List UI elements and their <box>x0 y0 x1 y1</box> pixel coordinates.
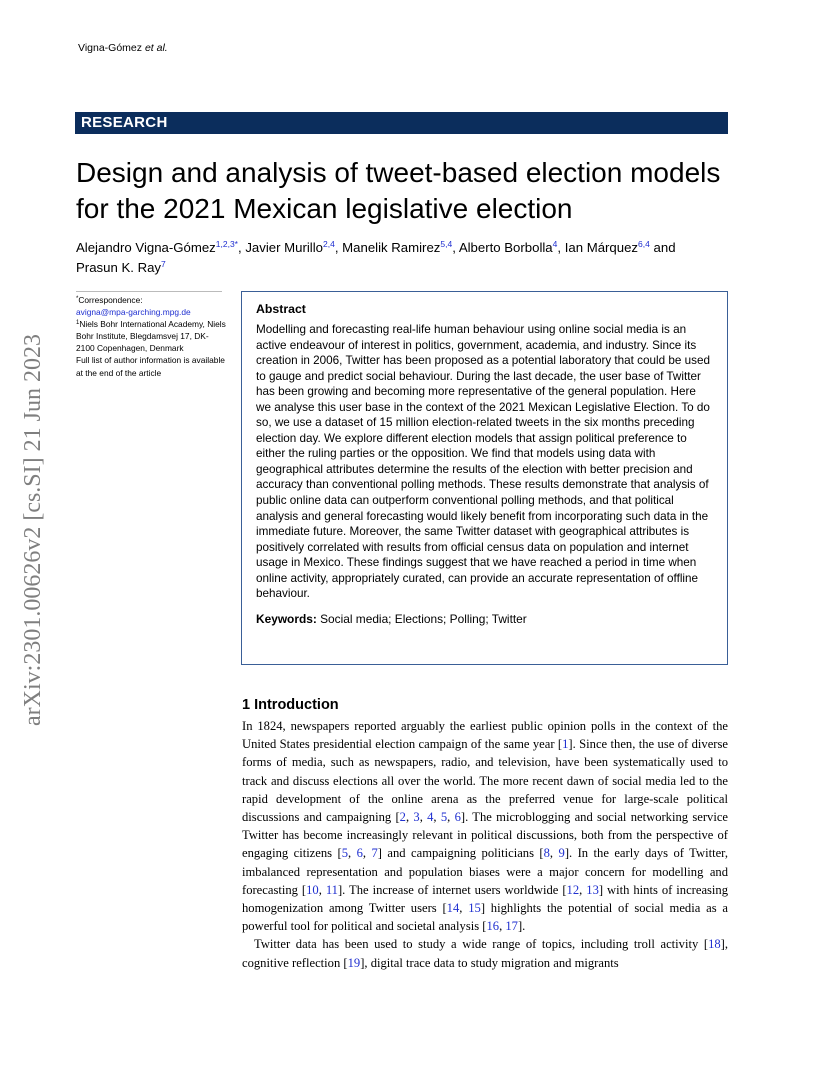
author-separator: , <box>334 240 343 255</box>
running-head-authors: Vigna-Gómez <box>78 42 143 54</box>
correspondence <box>76 294 226 306</box>
sidenote-divider <box>76 291 222 292</box>
abstract-text: Modelling and forecasting real-life human behaviour using online social media is an active endeavour of interest in politics, government, academia, and industry. Since its creation in 2006, Twitter has been proposed as a potential laboratory that could be used to gauge and predict social behaviour. During the last decade, the user base of Twitter has been growing and becoming more representative of the general population. Here we analyse this user base in the context of the 2021 Mexican Legislative Election. To do so, we use a dataset of 15 million election-related tweets in the six months preceding election day. We explore different election models that assign political preference to either the ruling parties or the opposition. We find that models using data with geographical attributes determine the results of the election with better precision and accuracy than conventional polling methods. These results demonstrate that analysis of public online data can outperform conventional polling methods, and that political analysis and general forecasting would likely benefit from incorporating such data in the immediate future. Moreover, the same Twitter dataset with geographical attributes is positively correlated with results from official census data on population and internet usage in Mexico. These findings suggest that we have reached a period in time when online activity, appropriately curated, can provide an accurate representation of offline behaviour. <box>256 323 710 601</box>
body-text-run: , <box>362 846 372 861</box>
aff-mark: 1 <box>76 320 80 327</box>
body-text-run: , <box>348 846 357 861</box>
body-text-run: , <box>318 882 326 897</box>
body-text-run: ], digital trace data to study migration and migrants <box>360 955 619 970</box>
citation-link[interactable]: 9 <box>558 846 565 861</box>
body-text-run: , <box>499 919 506 934</box>
affiliation <box>76 318 226 354</box>
body-text-run: , <box>549 846 559 861</box>
body-text-run: , <box>579 882 587 897</box>
corr-mark: * <box>76 296 79 302</box>
author-affiliation-link[interactable]: 4 <box>552 239 558 249</box>
body-text-run: Twitter data has been used to study a wide range of topics, including troll activity [ <box>254 937 709 952</box>
citation-link[interactable]: 3 <box>413 810 420 825</box>
author-name: Javier Murillo <box>245 240 324 255</box>
citation-link[interactable]: 17 <box>505 919 518 934</box>
affiliation-text: Niels Bohr International Academy, Niels Bohr Institute, Blegdamsvej 17, DK-2100 Copenhagen, Denmark <box>76 319 226 354</box>
author-affiliation-link[interactable]: 2,4 <box>323 239 335 249</box>
keywords <box>256 612 713 626</box>
citation-link[interactable]: 10 <box>306 882 319 897</box>
author-affiliation-link[interactable]: 1,2,3* <box>215 239 238 249</box>
citation-link[interactable]: 16 <box>486 919 500 934</box>
author-name: Ian Márquez <box>564 240 639 255</box>
citation-link[interactable]: 11 <box>325 882 338 897</box>
body-text-run: ] highlights the potential of social media as a powerful tool for political and societal analysis [ <box>242 901 728 934</box>
section-label: RESEARCH <box>75 112 728 134</box>
author-list <box>76 238 696 278</box>
body-text-run: , <box>447 810 455 825</box>
author-separator: , <box>452 240 459 255</box>
citation-link[interactable]: 6 <box>454 810 461 825</box>
abstract-heading: Abstract <box>256 302 306 316</box>
author-name: Prasun K. Ray <box>76 260 162 275</box>
email-link[interactable]: avigna@mpa-garching.mpg.de <box>76 307 191 318</box>
citation-link[interactable]: 5 <box>341 846 348 861</box>
citation-link[interactable]: 6 <box>356 846 363 861</box>
keywords-label: Keywords: <box>256 611 317 626</box>
running-head <box>78 42 168 54</box>
body-text-run: , <box>433 810 441 825</box>
citation-link[interactable]: 12 <box>566 882 580 897</box>
arxiv-stamp-text: arXiv:2301.00626v2 [cs.SI] 21 Jun 2023 <box>20 334 46 726</box>
author-affiliation-link[interactable]: 6,4 <box>638 239 650 249</box>
body-text-run: , <box>459 901 469 916</box>
citation-link[interactable]: 5 <box>440 810 448 825</box>
body-text-run: ]. <box>517 919 526 934</box>
body-text-run: ], cognitive reflection [ <box>242 937 728 970</box>
paper-title: Design and analysis of tweet-based election models for the 2021 Mexican legislative election <box>76 157 721 224</box>
sidenote <box>76 294 226 379</box>
corr-label: Correspondence: <box>78 295 143 305</box>
body-text-run: ]. The microblogging and social networking service Twitter has become increasingly relevant in political discussions, both from the perspective of engaging citizens [ <box>242 810 729 861</box>
author-separator: , <box>238 240 246 255</box>
abstract-box <box>241 291 728 665</box>
author-separator: , <box>557 240 565 255</box>
body-text-run: ] with hints of increasing homogenization among Twitter users [ <box>242 882 729 916</box>
author-name: Alejandro Vigna-Gómez <box>76 240 216 255</box>
body-text-run: ]. Since then, the use of diverse forms of media, such as newspapers, radio, and television, have been systematically used to track and discuss elections all over the world. The more recent dawn of social media led to the rapid development of the online arena as the preferred venue for large-scale political discussions and campaigning [ <box>242 737 728 825</box>
body-text-run: ]. In the early days of Twitter, imbalanced representation and population biases were a major concern for modelling and forecasting [ <box>242 846 729 897</box>
citation-link[interactable]: 14 <box>446 901 460 916</box>
citation-link[interactable]: 19 <box>347 955 361 970</box>
author-separator: and <box>649 240 676 255</box>
author-affiliation-link[interactable]: 7 <box>161 259 166 269</box>
citation-link[interactable]: 13 <box>586 882 599 897</box>
arxiv-stamp <box>20 70 47 726</box>
body-text-run: ]. The increase of internet users worldwide [ <box>337 882 567 897</box>
citation-link[interactable]: 18 <box>708 937 721 952</box>
citation-link[interactable]: 8 <box>543 846 550 861</box>
keywords-list: Social media; Elections; Polling; Twitter <box>320 611 527 626</box>
body-text-run: , <box>419 810 428 825</box>
citation-link[interactable]: 1 <box>562 737 569 752</box>
citation-link[interactable]: 15 <box>468 901 481 916</box>
body-text-run: , <box>405 810 414 825</box>
introduction-body <box>242 717 728 972</box>
body-text-run: ] and campaigning politicians [ <box>377 846 544 861</box>
citation-link[interactable]: 2 <box>399 810 406 825</box>
body-paragraph <box>242 717 728 935</box>
running-head-etal: et al. <box>144 42 168 54</box>
author-name: Manelik Ramirez <box>342 240 441 255</box>
citation-link[interactable]: 4 <box>427 810 434 825</box>
author-affiliation-link[interactable]: 5,4 <box>440 239 453 249</box>
citation-link[interactable]: 7 <box>371 846 378 861</box>
body-text-run: In 1824, newspapers reported arguably the earliest public opinion polls in the context of the United States presidential election campaign of the same year [ <box>242 719 728 752</box>
introduction-heading: 1 Introduction <box>242 697 339 713</box>
body-paragraph <box>242 935 728 971</box>
full-list-note: Full list of author information is available at the end of the article <box>76 355 225 378</box>
author-name: Alberto Borbolla <box>458 240 553 255</box>
